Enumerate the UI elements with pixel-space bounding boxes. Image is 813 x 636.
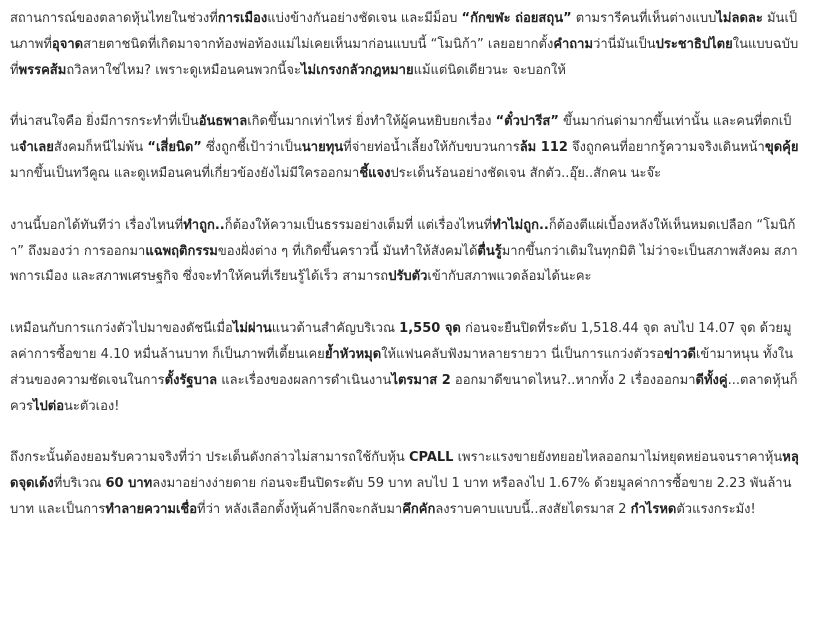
article-paragraph: [10, 316, 799, 419]
emphasis-text: อันธพาล: [198, 114, 248, 130]
emphasis-text: ล้ม 112: [519, 140, 568, 156]
emphasis-text: “ตั๋วปารีส”: [495, 114, 559, 130]
body-text: นะตัวเอง!: [64, 398, 120, 414]
emphasis-text: จำเลย: [18, 140, 54, 156]
emphasis-text: ย้ำหัวหมุด: [324, 346, 382, 362]
article-paragraph: [10, 6, 799, 83]
body-text: แม้แต่นิดเดียวนะ จะบอกให้: [413, 62, 566, 78]
body-text: มากขึ้นเป็นทวีคูณ และดูเหมือนคนที่เกี่ยวข้องยังไม่มีใครออกมา: [10, 165, 360, 181]
emphasis-text: แฉพฤติกรรม: [145, 243, 218, 259]
emphasis-text: ไตรมาส 2: [391, 372, 451, 388]
body-text: จึงถูกคนที่อยากรู้ความจริงเดินหน้า: [567, 140, 765, 156]
emphasis-text: ไม่ผ่าน: [232, 321, 272, 337]
body-text: ลงราบคาบแบบนี้..สงสัยไตรมาส 2: [435, 501, 631, 517]
emphasis-text: ทำถูก..: [183, 217, 225, 233]
emphasis-text: ชี้แจง: [359, 165, 391, 181]
emphasis-text: ทำไม่ถูก..: [492, 217, 549, 233]
body-text: สถานการณ์ของตลาดหุ้นไทยในช่วงที่: [10, 11, 218, 26]
emphasis-text: ดีทั้งคู่: [695, 372, 728, 388]
body-text: ของฝั่งต่าง ๆ ที่เกิดขึ้นคราวนี้ มันทำให้สังคมได้: [217, 243, 478, 259]
emphasis-text: นายทุน: [301, 140, 344, 156]
body-text: เพราะแรงขายยังทยอยไหลออกมาไม่หยุดหย่อนจนราคาหุ้น: [453, 450, 783, 466]
article-paragraph: [10, 109, 799, 186]
body-text: ก็ต้องตีแผ่เบื้องหลังให้เห็นหมดเปลือก “โมนิก้า” ถึงมองว่า การออกมา: [10, 217, 796, 259]
emphasis-text: ข่าวดี: [664, 346, 696, 362]
emphasis-text: คึกคัก: [402, 501, 436, 517]
body-text: ออกมาดีขนาดไหน?..หากทั้ง 2 เรื่องออกมา: [450, 372, 696, 388]
body-text: ซึ่งถูกชี้เป้าว่าเป็น: [201, 140, 302, 156]
emphasis-text: 60 บาท: [105, 476, 153, 492]
body-text: ที่จ่ายท่อน้ำเลี้ยงให้กับขบวนการ: [343, 140, 520, 156]
body-text: เข้ากับสภาพแวดล้อมได้นะคะ: [427, 269, 592, 285]
body-text: สังคมก็หนีไม่พ้น: [53, 140, 148, 156]
body-text: ให้แฟนคลับฟังมาหลายรายวา นี่เป็นการแกว่งตัวรอ: [381, 346, 665, 362]
body-text: เกิดขึ้นมากเท่าไหร่ ยิ่งทำให้ผู้คนหยิบยกเรื่อง: [247, 114, 496, 130]
emphasis-text: CPALL: [408, 450, 454, 466]
body-text: ว่านี่มันเป็น: [593, 36, 656, 52]
body-text: ถึงกระนั้นต้องยอมรับความจริงที่ว่า ประเด็นดังกล่าวไม่สามารถใช้กับหุ้น: [10, 450, 409, 466]
body-text: ขึ้นมาก่นด่ามากขึ้นเท่านั้น และคนที่ตกเป็น: [10, 114, 792, 156]
emphasis-text: ไปต่อ: [32, 398, 65, 414]
body-text: สายตาชนิดที่เกิดมาจากท้องพ่อท้องแม่ไม่เคยเห็นมาก่อนแบบนี้ “โมนิก้า” เลยอยากตั้ง: [83, 36, 554, 52]
body-text: ตัวแรงกระมัง!: [676, 501, 756, 517]
emphasis-text: “กักขฬะ ถ่อยสถุน”: [461, 11, 572, 26]
emphasis-text: หลุดจุดเด้ง: [10, 450, 799, 492]
emphasis-text: ปรับตัว: [388, 269, 428, 285]
emphasis-text: ไม่ลดละ: [716, 11, 763, 26]
body-text: ก็ต้องให้ความเป็นธรรมอย่างเต็มที่ แต่เรื่องไหนที่: [224, 217, 493, 233]
body-text: ก่อนจะยืนปิดที่ระดับ 1,518.44 จุด ลบไป 14.07 จุด ด้วยมูลค่าการซื้อขาย 4.10 หมื่นล้านบาท ก็เป็นภาพที่เตี้ยนเคย: [10, 321, 792, 362]
body-text: ที่น่าสนใจคือ ยิ่งมีการกระทำที่เป็น: [10, 114, 199, 130]
body-text: งานนี้บอกได้ทันทีว่า เรื่องไหนที่: [10, 217, 184, 233]
body-text: ตามรารีคนที่เห็นต่างแบบ: [571, 11, 717, 26]
emphasis-text: คำถาม: [553, 36, 594, 52]
body-text: ถวิลหาใช่ไหม? เพราะดูเหมือนคนพวกนี้จะ: [66, 62, 302, 78]
body-text: เข้ามาหนุน ทั้งในส่วนของความชัดเจนในการ: [10, 346, 794, 388]
emphasis-text: ไม่เกรงกลัวกฎหมาย: [301, 62, 414, 78]
body-text: ...ตลาดหุ้นก็ควร: [10, 372, 798, 414]
emphasis-text: ทำลายความเชื่อ: [105, 501, 198, 517]
emphasis-text: ประชาธิปไตย: [655, 36, 733, 52]
body-text: แบ่งข้างกันอย่างชัดเจน และมีม็อบ: [267, 11, 462, 26]
body-text: ลงมาอย่างง่ายดาย ก่อนจะยืนปิดระดับ 59 บาท ลบไป 1 บาท หรือลงไป 1.67% ด้วยมูลค่าการซื้อขาย 2.23 พันล้านบาท และเป็นการ: [10, 476, 792, 517]
body-text: มากขึ้นกว่าเดิมในทุกมิติ ไม่ว่าจะเป็นสภาพสังคม สภาพการเมือง และสภาพเศรษฐกิจ ซึ่งจะทำให้คนที่เรียนรู้ได้เร็ว สามารถ: [10, 243, 798, 285]
article-paragraph: [10, 213, 799, 290]
body-text: ในแบบฉบับที่: [10, 36, 799, 78]
body-text: แนวต้านสำคัญบริเวณ: [271, 321, 400, 337]
body-text: และเรื่องของผลการดำเนินงาน: [217, 372, 392, 388]
emphasis-text: พรรคส้ม: [18, 62, 67, 78]
body-text: มันเป็นภาพที่: [10, 11, 798, 52]
emphasis-text: ตื่นรู้: [477, 243, 502, 259]
emphasis-text: “เสี่ยนิด”: [147, 140, 202, 156]
article-paragraph: [10, 445, 799, 522]
body-text: เหมือนกับการแกว่งตัวไปมาของดัชนีเมื่อ: [10, 321, 233, 337]
emphasis-text: การเมือง: [217, 11, 268, 26]
body-text: ประเด็นร้อนอย่างชัดเจน สักตัว..อุ๊ย..สักคน นะจ๊ะ: [390, 165, 662, 181]
emphasis-text: ขุดคุ้ย: [764, 140, 799, 156]
emphasis-text: 1,550 จุด: [399, 321, 461, 337]
emphasis-text: กำไรหด: [630, 501, 677, 517]
body-text: ที่ว่า หลังเลือกตั้งหุ้นค้าปลีกจะกลับมา: [197, 501, 403, 517]
emphasis-text: ตั้งรัฐบาล: [164, 372, 218, 388]
emphasis-text: อุจาด: [51, 36, 84, 52]
body-text: ที่บริเวณ: [53, 476, 106, 492]
